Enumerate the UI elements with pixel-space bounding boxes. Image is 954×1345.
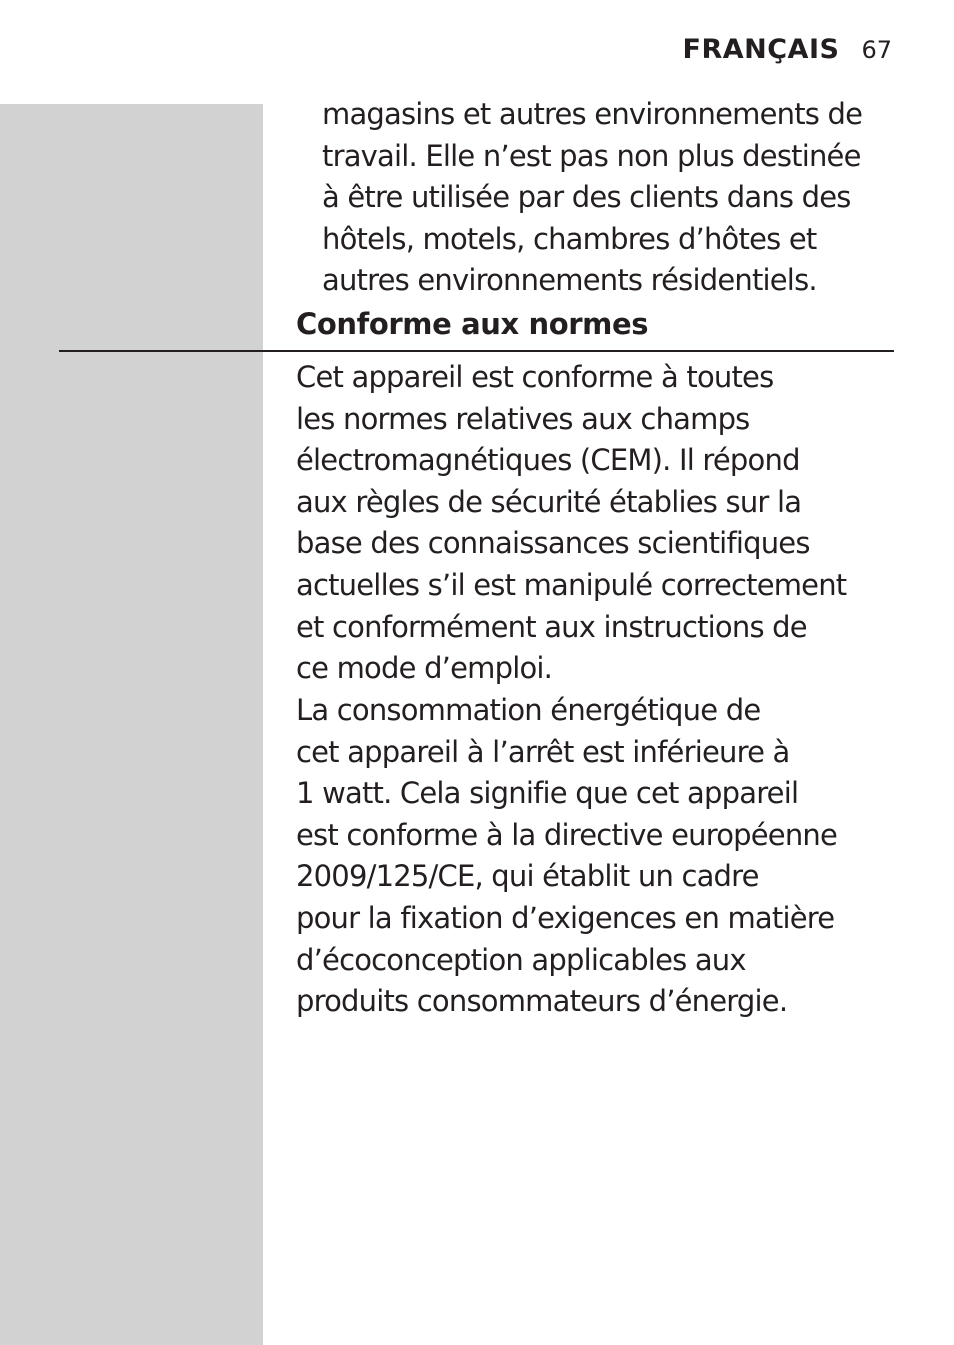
compliance-paragraph [296,357,906,690]
text-line: cet appareil à l’arrêt est inférieure à [296,734,790,769]
text-line: actuelles s’il est manipulé correctement [296,567,847,602]
text-line: 1 watt. Cela signifie que cet appareil [296,776,799,811]
language-label: FRANÇAIS [682,34,840,65]
text-line: 2009/125/CE, qui établit un cadre [296,859,759,894]
text-line: produits consommateurs d’énergie. [296,984,788,1019]
section-heading: Conforme aux normes [296,307,649,341]
text-line: ce mode d’emploi. [296,651,553,686]
text-line: est conforme à la directive européenne [296,817,838,852]
text-line: hôtels, motels, chambres d’hôtes et [322,221,817,256]
text-line: les normes relatives aux champs [296,401,750,436]
text-line: pour la fixation d’exigences en matière [296,900,835,935]
text-line: La consommation énergétique de [296,693,761,727]
text-line: électromagnétiques (CEM). Il répond [296,443,800,478]
heading-rule [59,350,894,352]
margin-sidebar [0,104,263,1345]
text-line: travail. Elle n’est pas non plus destinée [322,138,861,173]
text-line: magasins et autres environnements de [322,97,863,131]
text-line: et conformément aux instructions de [296,609,807,644]
energy-paragraph [296,690,906,1023]
text-line: aux règles de sécurité établies sur la [296,484,802,519]
text-line: à être utilisée par des clients dans des [322,180,851,215]
page-header [683,34,892,65]
text-line: base des connaissances scientifiques [296,526,810,561]
intro-paragraph [322,94,902,302]
text-line: d’écoconception applicables aux [296,942,746,977]
text-line: Cet appareil est conforme à toutes [296,360,774,394]
page-number: 67 [861,36,892,64]
text-line: autres environnements résidentiels. [322,263,817,298]
